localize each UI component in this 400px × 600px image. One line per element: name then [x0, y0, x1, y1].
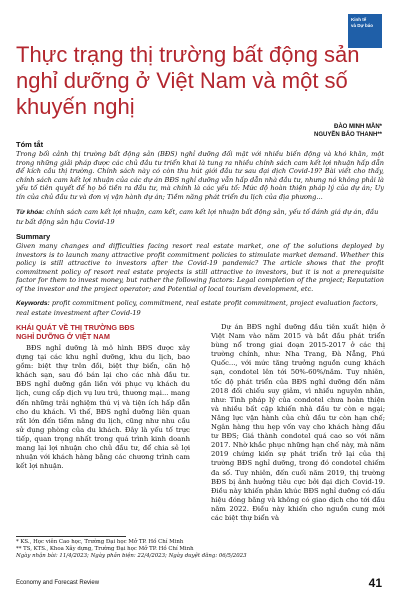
- keywords-vi: [16, 208, 384, 226]
- left-paragraph-1: BĐS nghỉ dưỡng là mô hình BĐS được xây dựng tại các khu nghỉ dưỡng, khu du lịch, bao gồm: biệt thự trên đồi, biệt thự biển, căn hộ khách sạn, sau đó bán lại cho các nhà đầu tư. BĐS nghỉ dưỡng gắn liền với phục vụ khách du lịch, cung cấp dịch vụ lưu trú, thương mại... mang đến những trải nghiệm thú vị và tiện ích hấp dẫn cho du khách. Vì thế, BĐS nghỉ dưỡng liên quan rất lớn đến tiềm năng du lịch, cũng như nhu cầu sử dụng phòng của du khách. Đây là yếu tố trực tiếp, quan trọng nhất trong quá trình kinh doanh mang lại lợi nhuận cho chủ đầu tư, để chia sẻ lợi nhuận với khách hàng bằng các chương trình cam kết lợi nhuận.: [16, 344, 190, 471]
- keywords-vi-text: chính sách cam kết lợi nhuận, cam kết, cam kết lợi nhuận bất động sản, yếu tố đánh giá dự án, đầu tư bất động sản hậu Covid-19: [16, 208, 379, 226]
- author-2: NGUYỄN BẢO THANH**: [313, 132, 382, 138]
- abstract-vi-heading: Tóm tắt: [16, 140, 44, 149]
- keywords-en: [16, 299, 384, 317]
- left-column: [16, 323, 190, 471]
- keywords-en-text: profit commitment policy, commitment, real estate profit commitment, project evaluation factors, real estate investment after Covid-19: [16, 299, 379, 317]
- page-number: 41: [368, 576, 382, 590]
- journal-logo-line2: và Dự báo: [351, 23, 374, 28]
- article-dates: Ngày nhận bài: 11/4/2023; Ngày phản biện: 22/4/2023; Ngày duyệt đăng: 06/5/2023: [16, 553, 247, 559]
- journal-logo-line1: Kinh tế: [351, 17, 367, 22]
- abstract-vi-text: Trong bối cảnh thị trường bất động sản (BĐS) nghỉ dưỡng đối mặt với nhiều biến động và khó khăn, một trong những giải pháp được các chủ đầu tư triển khai là tung ra nhiều chính sách cam kết lợi nhuận hấp dẫn để kích cầu thị trường. Chính sách này có còn thu hút giới đầu tư sau đại dịch Covid-19? Bài viết cho thấy, chính sách cam kết lợi nhuận của các dự án BĐS nghỉ dưỡng vẫn hấp dẫn nhà đầu tư, nhưng nó không phải là yếu tố tiên quyết để họ bỏ tiền ra đầu tư, mà chính là các yếu tố: Mức độ hoàn thiện pháp lý của dự án; Uy tín của chủ đầu tư và đơn vị vận hành dự án; Tiềm năng phát triển du lịch của địa phương...: [16, 150, 384, 201]
- section-heading-line1: KHÁI QUÁT VỀ THỊ TRƯỜNG BĐS: [16, 323, 135, 332]
- footnotes: [16, 539, 384, 560]
- footnote-divider: [16, 536, 126, 537]
- footnote-2: ** TS, KTS., Khoa Xây dựng, Trường Đại học Mở TP. Hồ Chí Minh: [16, 546, 194, 552]
- abstract-en-heading: Summary: [16, 232, 51, 241]
- author-block: [314, 123, 382, 139]
- keywords-vi-label: Từ khóa:: [16, 209, 45, 216]
- section-heading-line2: NGHỈ DƯỠNG Ở VIỆT NAM: [16, 332, 110, 341]
- right-paragraph-1: Dự án BĐS nghỉ dưỡng đầu tiên xuất hiện ở Việt Nam vào năm 2015 và bắt đầu phát triển bùng nổ trong giai đoạn 2015-2017 ở các thị trường chính, như: Nha Trang, Đà Nẵng, Phú Quốc..., với mức tăng trưởng nguồn cung khách sạn, condotel lên tới 50%-60%/năm. Tuy nhiên, tốc độ phát triển của BĐS nghỉ dưỡng đến năm 2018 đối chiếu suy giảm, vì nhiều nguyên nhân, như: Tình pháp lý của condotel chưa hoàn thiện và nhiều bất cập khiến nhà đầu tư còn e ngại; Năng lực vận hành của chủ đầu tư còn hạn chế; Ngân hàng thu hẹp vốn vay cho khách hàng đầu tư BĐS; Giá thành condotel quá cao so với năm 2017. Nhờ khắc phục những hạn chế này, mà năm 2019 chứng kiến sự phát triển trở lại của thị trường BĐS nghỉ dưỡng, trong đó condotel chiếm đa số. Tuy nhiên, đến cuối năm 2019, thị trường BĐS bị ảnh hưởng tiêu cực bởi đại dịch Covid-19. Điều này khiến phân khúc BĐS nghỉ dưỡng có dấu hiệu đóng băng và không có giao dịch cho tới đầu năm 2022. Điều này khiến cho nguồn cung mới các biệt thự biển và: [211, 323, 385, 522]
- footnote-1: * KS., Học viên Cao học, Trường Đại học Mở TP. Hồ Chí Minh: [16, 539, 184, 545]
- section-heading: [16, 323, 190, 341]
- abstract-en-text: Given many changes and difficulties facing resort real estate market, one of the solutions deployed by investors is to launch many attractive profit commitment policies to stimulate market demand. Whether this policy is still attractive to investors after the Covid-19 pandemic? The article shows that the profit commitment policy of resort real estate projects is still attractive to investors, but it is not a prerequisite factor for them to invest money, but rather the following factors: Legal completion of the project; Reputation of the investor and the project operator; and Potential of local tourism development, etc.: [16, 242, 384, 293]
- right-column: [211, 323, 385, 523]
- journal-name: Economy and Forecast Review: [16, 580, 100, 586]
- article-title: Thực trạng thị trường bất động sản nghỉ dưỡng ở Việt Nam và một số khuyến nghị: [16, 42, 360, 119]
- keywords-en-label: Keywords:: [16, 300, 50, 307]
- author-1: ĐÀO MINH MẪN*: [334, 124, 382, 130]
